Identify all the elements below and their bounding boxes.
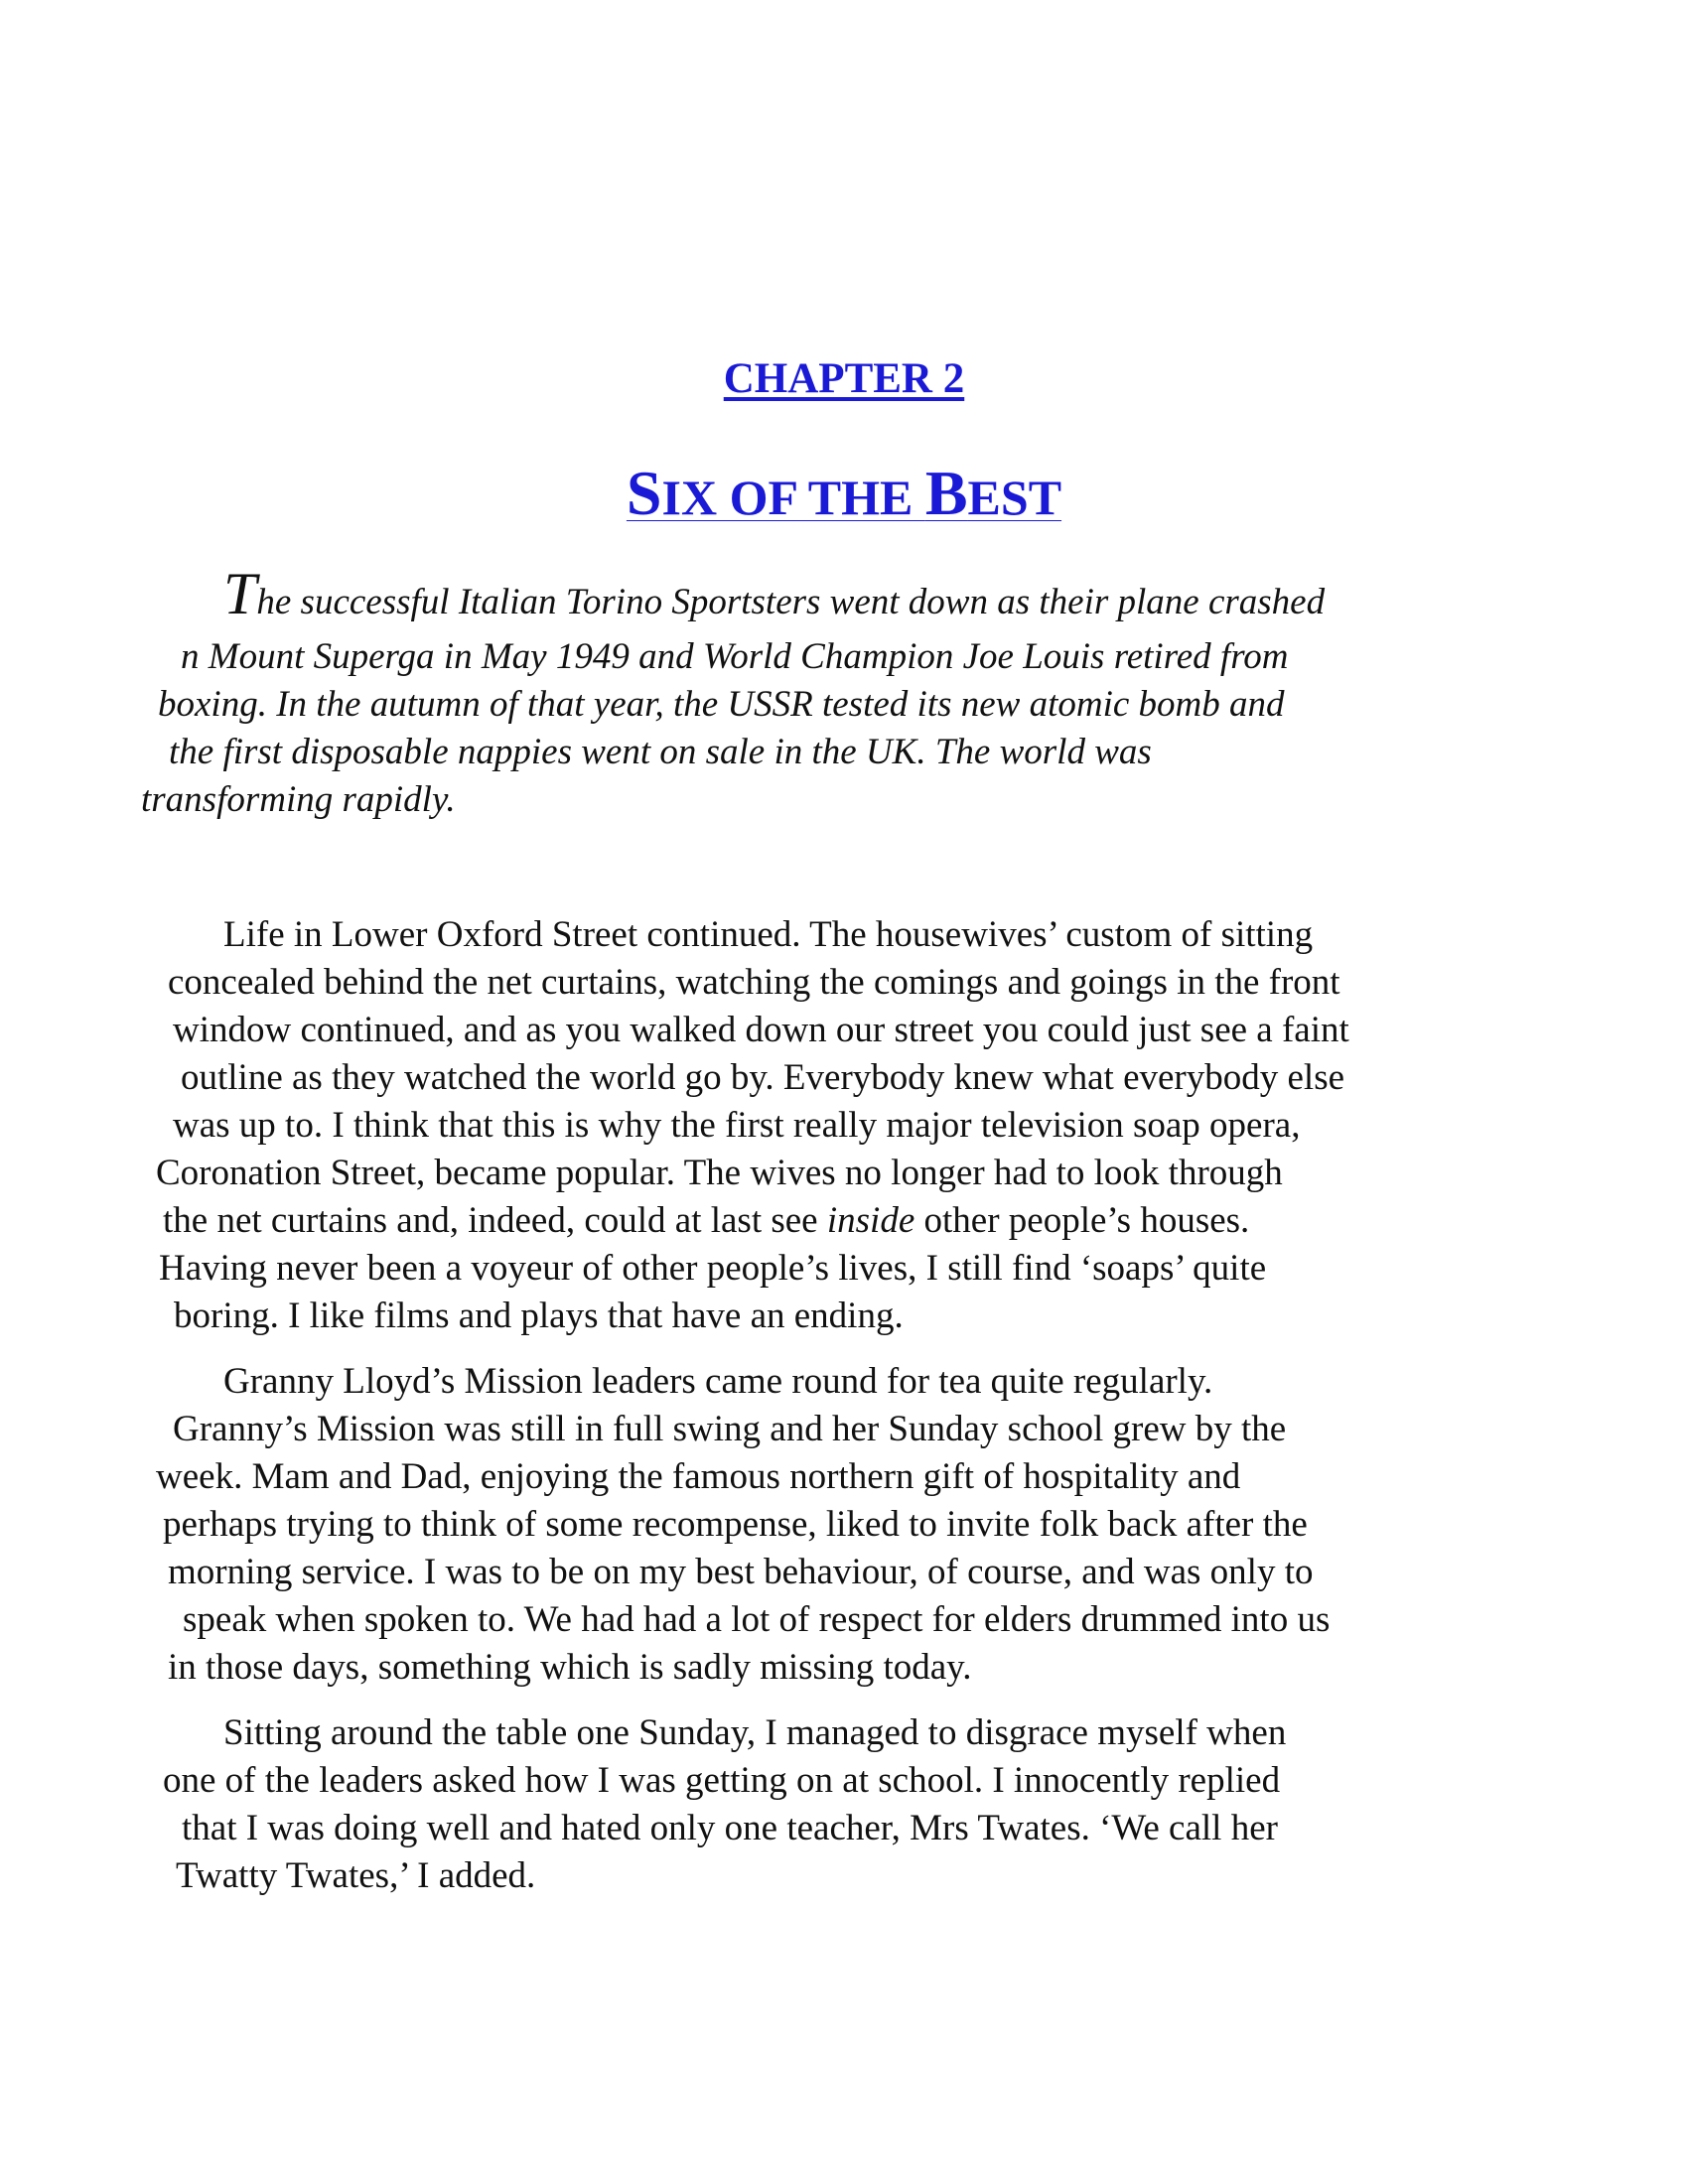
paragraph-line: Granny’s Mission was still in full swing and her Sunday school grew by the <box>173 1409 1287 1449</box>
paragraph-line: one of the leaders asked how I was getting on at school. I innocently replied <box>163 1760 1281 1801</box>
paragraph-line: window continued, and as you walked down our street you could just see a faint <box>173 1010 1349 1050</box>
paragraph-line: morning service. I was to be on my best behaviour, of course, and was only to <box>168 1552 1314 1592</box>
intro-line: the first disposable nappies went on sale in the UK. The world was <box>169 732 1152 772</box>
intro-line: boxing. In the autumn of that year, the USSR tested its new atomic bomb and <box>158 684 1285 725</box>
chapter-title[interactable] <box>0 457 1688 530</box>
line-segment: other people’s houses. <box>914 1200 1250 1241</box>
paragraph-line <box>163 1197 1249 1245</box>
paragraph-line: Coronation Street, became popular. The wives no longer had to look through <box>156 1153 1283 1193</box>
paragraph-line: was up to. I think that this is why the first really major television soap opera, <box>173 1105 1301 1146</box>
body-text <box>141 556 1509 1946</box>
paragraph-line: Sitting around the table one Sunday, I managed to disgrace myself when <box>223 1712 1287 1753</box>
paragraph-line: Twatty Twates,’ I added. <box>176 1855 536 1896</box>
paragraph-line: boring. I like films and plays that have an ending. <box>174 1296 904 1336</box>
paragraph-line: Life in Lower Oxford Street continued. The housewives’ custom of sitting <box>223 914 1314 955</box>
intro-line-text: he successful Italian Torino Sportsters went down as their plane crashed <box>256 582 1326 622</box>
paragraph-line: Having never been a voyeur of other people’s lives, I still find ‘soaps’ quite <box>159 1248 1267 1289</box>
emphasis-text: inside <box>826 1200 915 1241</box>
title-part: EST <box>967 470 1062 525</box>
paragraph-line: week. Mam and Dad, enjoying the famous northern gift of hospitality and <box>156 1456 1241 1497</box>
line-segment: the net curtains and, indeed, could at last see <box>163 1200 827 1241</box>
intro-line <box>223 561 1326 626</box>
paragraph-line: in those days, something which is sadly missing today. <box>168 1647 972 1688</box>
paragraph-line: that I was doing well and hated only one teacher, Mrs Twates. ‘We call her <box>182 1808 1278 1848</box>
intro-line: transforming rapidly. <box>141 779 456 820</box>
intro-line: n Mount Superga in May 1949 and World Champion Joe Louis retired from <box>181 636 1289 677</box>
chapter-label[interactable]: CHAPTER 2 <box>723 355 965 402</box>
paragraph-line: speak when spoken to. We had had a lot of respect for elders drummed into us <box>183 1599 1331 1640</box>
title-part: S <box>626 458 662 528</box>
title-part: B <box>924 458 968 528</box>
drop-cap: T <box>223 561 257 626</box>
title-part: IX OF THE <box>661 470 925 525</box>
paragraph-line: outline as they watched the world go by. Everybody knew what everybody else <box>181 1057 1345 1098</box>
paragraph-line: concealed behind the net curtains, watching the comings and goings in the front <box>168 962 1340 1003</box>
paragraph-line: perhaps trying to think of some recompense, liked to invite folk back after the <box>163 1504 1308 1545</box>
paragraph-line: Granny Lloyd’s Mission leaders came round for tea quite regularly. <box>223 1361 1213 1402</box>
